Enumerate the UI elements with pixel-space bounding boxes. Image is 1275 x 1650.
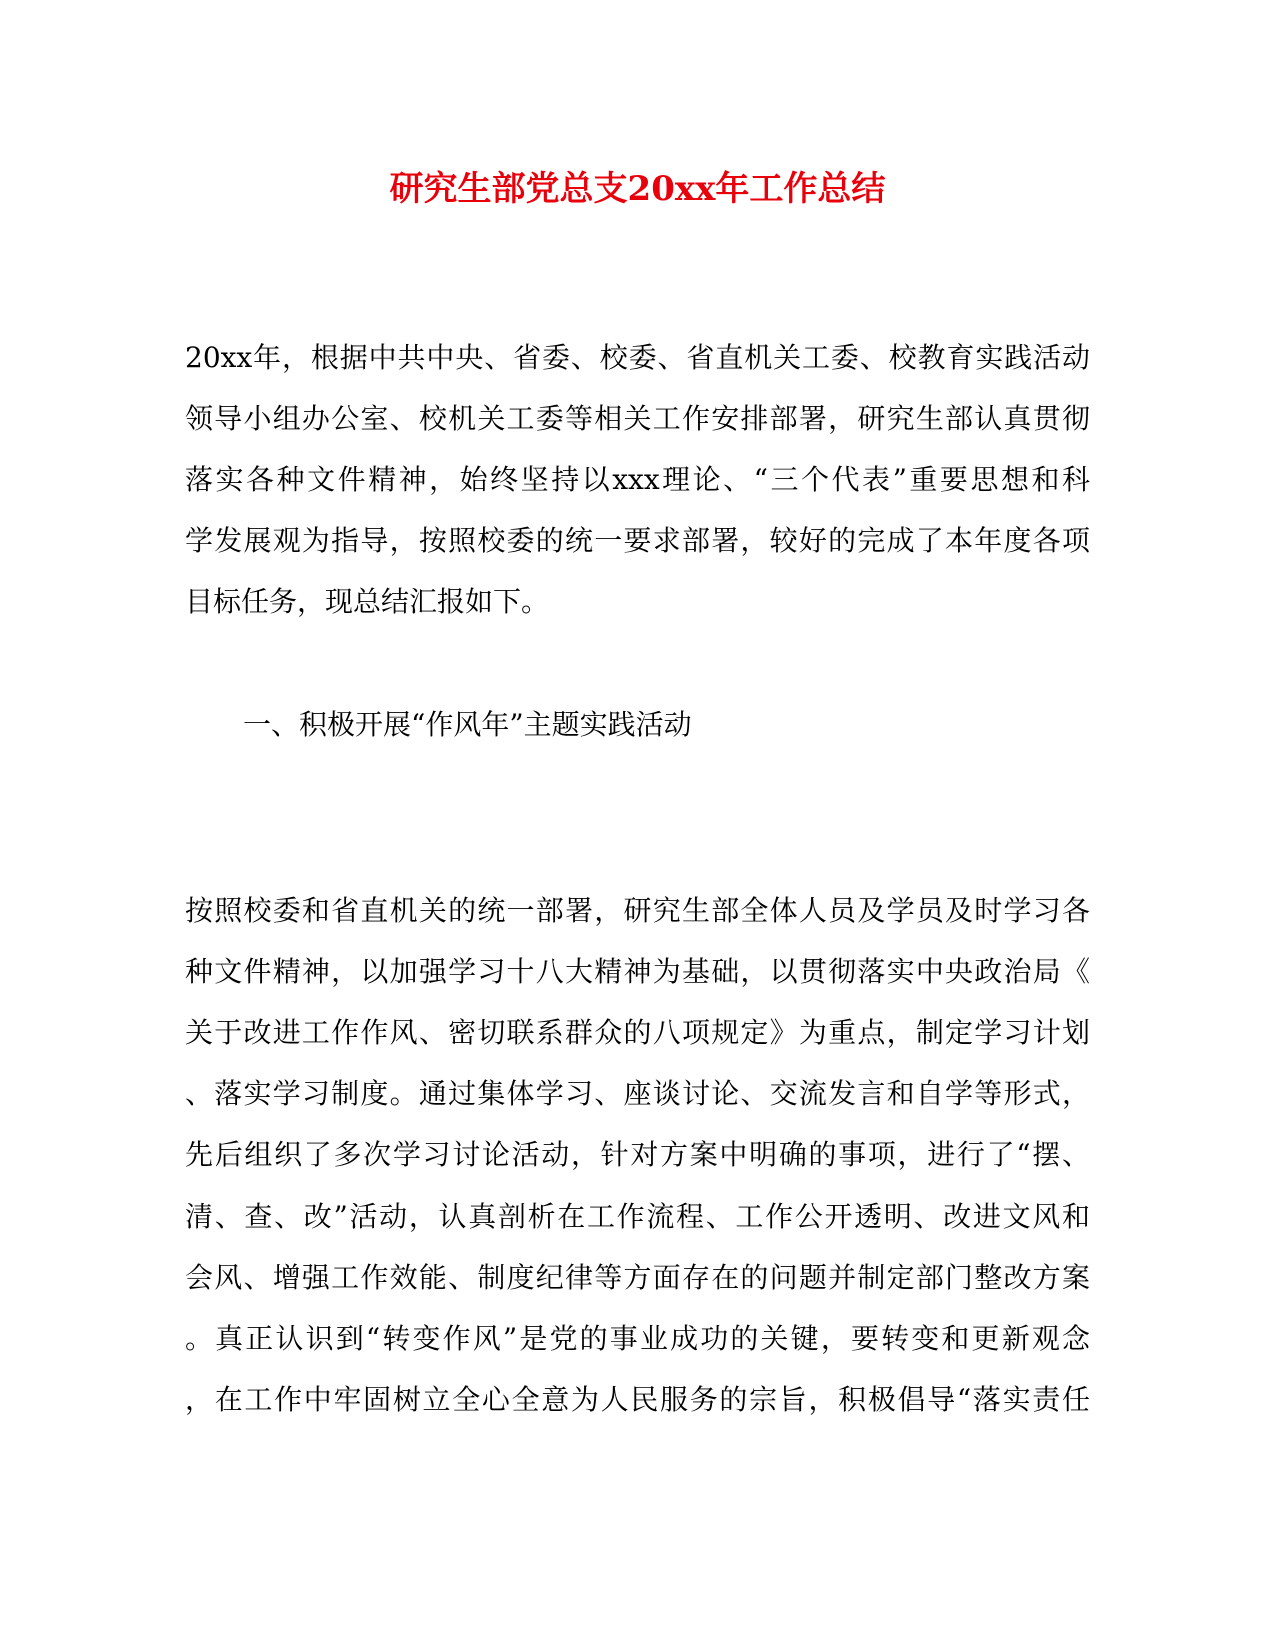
paragraph-2-line-6: 清、查、改”活动，认真剖析在工作流程、工作公开透明、改进文风和 — [185, 1200, 1090, 1233]
paragraph-1-line-3: 落实各种文件精神，始终坚持以xxx理论、“三个代表”重要思想和科 — [185, 463, 1090, 496]
paragraph-1-line-1: 20xx年，根据中共中央、省委、校委、省直机关工委、校教育实践活动 — [185, 341, 1090, 374]
paragraph-2-line-7: 会风、增强工作效能、制度纪律等方面存在的问题并制定部门整改方案 — [185, 1261, 1090, 1294]
paragraph-2-line-9: ，在工作中牢固树立全心全意为人民服务的宗旨，积极倡导“落实责任 — [185, 1383, 1090, 1416]
paragraph-2-line-2: 种文件精神，以加强学习十八大精神为基础，以贯彻落实中央政治局《 — [185, 955, 1090, 988]
paragraph-2-line-1: 按照校委和省直机关的统一部署，研究生部全体人员及学员及时学习各 — [185, 894, 1090, 927]
document-title: 研究生部党总支20xx年工作总结 — [389, 169, 886, 209]
paragraph-2-line-3: 关于改进工作作风、密切联系群众的八项规定》为重点，制定学习计划 — [185, 1016, 1090, 1049]
paragraph-1-line-2: 领导小组办公室、校机关工委等相关工作安排部署，研究生部认真贯彻 — [185, 402, 1090, 435]
paragraph-1-line-5: 目标任务，现总结汇报如下。 — [185, 585, 550, 618]
paragraph-2-line-4: 、落实学习制度。通过集体学习、座谈讨论、交流发言和自学等形式， — [185, 1077, 1090, 1110]
paragraph-2-line-5: 先后组织了多次学习讨论活动，针对方案中明确的事项，进行了“摆、 — [185, 1138, 1090, 1171]
paragraph-1-line-4: 学发展观为指导，按照校委的统一要求部署，较好的完成了本年度各项 — [185, 524, 1090, 557]
section-1-heading: 一、积极开展“作风年”主题实践活动 — [243, 708, 692, 741]
paragraph-2-line-8: 。真正认识到“转变作风”是党的事业成功的关键，要转变和更新观念 — [185, 1322, 1090, 1355]
